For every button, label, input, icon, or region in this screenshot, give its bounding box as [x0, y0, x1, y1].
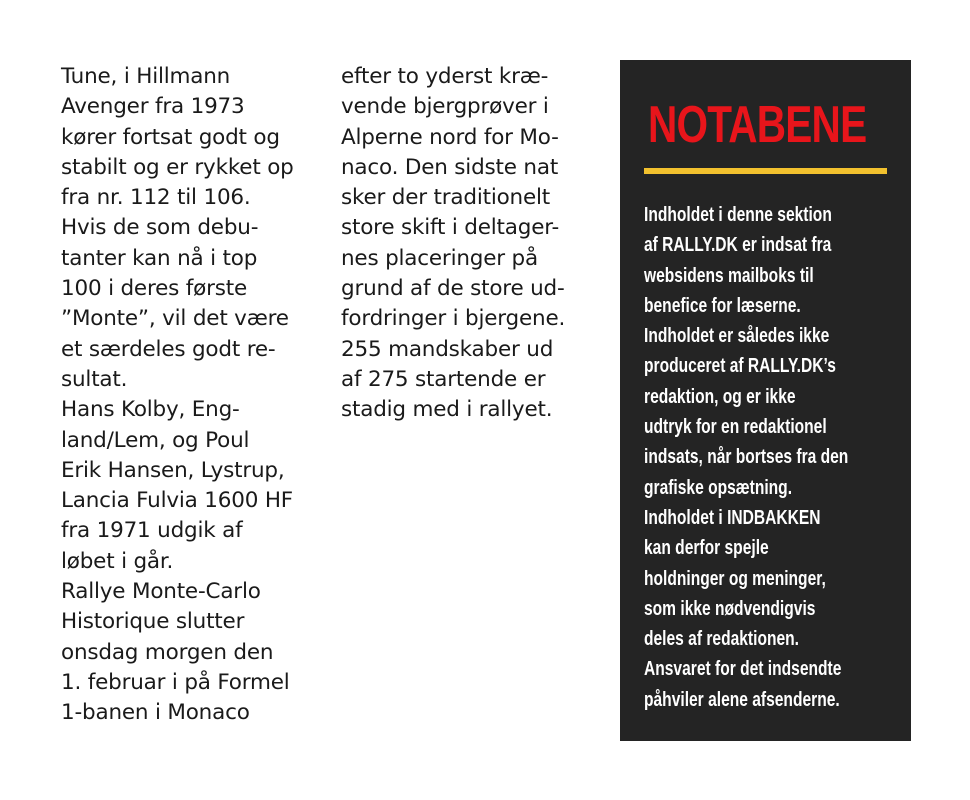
notabene-box [620, 60, 911, 741]
article-line: land/Lem, og Poul [61, 427, 250, 453]
article-line: Tune, i Hillmann [61, 64, 231, 89]
article-line: Hans Kolby, Eng- [61, 397, 240, 423]
article-line: 255 mandskaber ud [341, 336, 554, 362]
article-line: sker der traditionelt [341, 185, 551, 211]
notabene-line: Ansvaret for det indsendte [644, 657, 842, 681]
article-line: 1-banen i Monaco [61, 700, 250, 726]
article-line: løbet i går. [61, 548, 174, 574]
article-line: Erik Hansen, Lystrup, [61, 457, 285, 483]
notabene-line: Indholdet i INDBAKKEN [644, 505, 821, 529]
notabene-divider [644, 168, 887, 174]
notabene-line: udtryk for en redaktionel [644, 415, 827, 439]
article-line: nes placeringer på [341, 245, 538, 271]
article-line: onsdag morgen den [61, 639, 274, 665]
article-line: efter to yderst kræ- [341, 64, 549, 89]
article-line: kører fortsat godt og [61, 124, 280, 150]
article-line: vende bjergprøver i [341, 94, 549, 120]
notabene-line: kan derfor spejle [644, 536, 769, 560]
notabene-title: NOTABENE [648, 96, 867, 154]
article-column-2 [341, 62, 609, 426]
article-line: Hvis de som debu- [61, 215, 259, 241]
article-line: grund af de store ud- [341, 276, 565, 302]
notabene-line: websidens mailboks til [644, 263, 814, 287]
notabene-line: Indholdet i denne sektion [644, 203, 832, 226]
notabene-line: produceret af RALLY.DK’s [644, 354, 836, 378]
article-line: Lancia Fulvia 1600 HF [61, 488, 293, 514]
article-line: et særdeles godt re- [61, 336, 276, 362]
notabene-line: som ikke nødvendigvis [644, 596, 816, 620]
notabene-line: deles af redaktionen. [644, 627, 799, 651]
article-line: fra nr. 112 til 106. [61, 185, 251, 211]
article-line: fordringer i bjergene. [341, 306, 566, 332]
article-line: Avenger fra 1973 [61, 94, 245, 120]
notabene-body [644, 200, 902, 715]
article-line: store skift i deltager- [341, 215, 560, 241]
article-line: stabilt og er rykket op [61, 154, 294, 180]
article-line: af 275 startende er [341, 366, 546, 392]
article-line: stadig med i rallyet. [341, 397, 553, 423]
notabene-line: af RALLY.DK er indsat fra [644, 233, 832, 257]
notabene-line: påhviler alene afsenderne. [644, 687, 840, 711]
article-line: ”Monte”, vil det være [61, 306, 289, 332]
notabene-line: Indholdet er således ikke [644, 324, 830, 348]
article-line: Historique slutter [61, 609, 245, 635]
article-line: naco. Den sidste nat [341, 154, 559, 180]
article-line: 100 i deres første [61, 276, 248, 302]
article-line: tanter kan nå i top [61, 245, 258, 271]
article-column-1 [61, 62, 333, 729]
notabene-line: grafiske opsætning. [644, 475, 793, 499]
notabene-line: indsats, når bortses fra den [644, 445, 849, 469]
article-line: sultat. [61, 366, 128, 392]
notabene-line: benefice for læserne. [644, 293, 801, 317]
article-line: Rallye Monte-Carlo [61, 579, 261, 605]
article-line: Alperne nord for Mo- [341, 124, 559, 150]
notabene-line: redaktion, og er ikke [644, 384, 796, 408]
notabene-line: holdninger og meninger, [644, 566, 826, 590]
article-line: 1. februar i på Formel [61, 669, 290, 695]
article-line: fra 1971 udgik af [61, 518, 243, 544]
